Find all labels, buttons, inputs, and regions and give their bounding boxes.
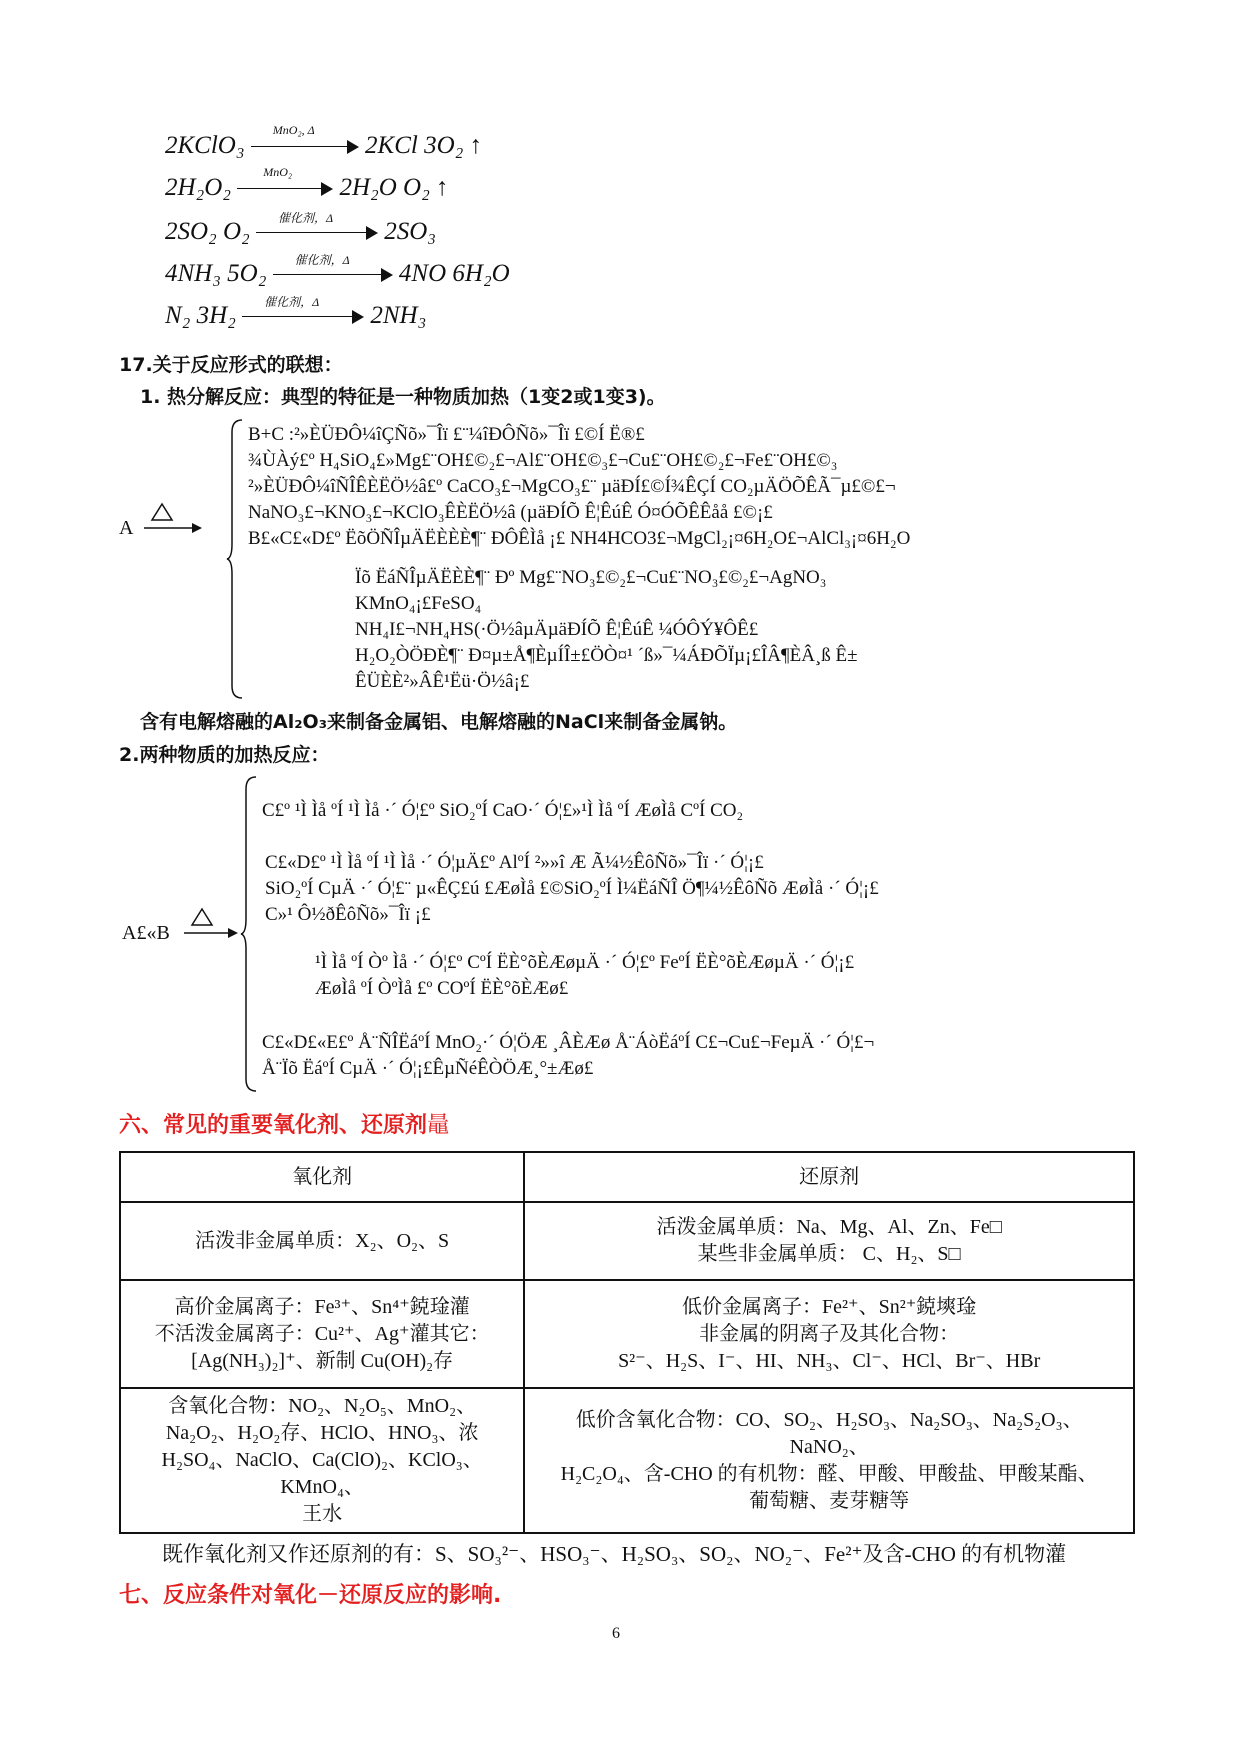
oxidant-reductant-table [119, 1151, 1135, 1534]
thermal-decomposition-heading: 1. 热分解反应：典型的特征是一种物质加热（1变2或1变3)。 [140, 386, 666, 408]
reaction-condition: MnO₂ [263, 165, 293, 180]
reaction-condition: MnO₂, Δ [272, 123, 315, 138]
reductant-cell: 低价含氧化合物：CO、SO₂、H₂SO₃、Na₂SO₃、Na₂S₂O₃、 NaNO₂、 H₂C₂O₄、含-CHO 的有机物：醛、甲酸、甲酸盐、甲酸某酯、 葡萄糖、麦芽糖等 [524, 1388, 1134, 1533]
decomposition-subtext: Ïõ ËáÑÎµÄËÈÈ¶¨ Ðº Mg£¨NO₃£©₂£¬Cu£¨NO₃£©₂£¬AgNO₃ KMnO₄¡£FeSO₄ NH₄I£¬NH₄HS(·Ö½âµÄµäÐÍÕ Ê¦ÊúÊ ¼ÓÔÝ¥ÔÊ£ H₂O₂ÒÖÐÈ¶¨ Ð¤µ±Å¶ÈµÍÎ±£ÖÒ¤¹ ´ß»¯¼ÁÐÕÏµ¡£ÎÂ¶ÈÂ¸ß Ê± ÊÜÈÈ²»ÂÊ¹Ëü·Ö½â¡£ [355, 567, 858, 692]
heating-reaction-c: C£º ¹Ì Ìå ºÍ ¹Ì Ìå ·´ Ó¦£º SiO₂ºÍ CaO·´ Ó¦£»¹Ì Ìå ºÍ ÆøÌå CºÍ CO₂ [262, 800, 744, 821]
reaction-arrow-icon [237, 165, 333, 199]
reactant-a-label: A [119, 517, 134, 539]
left-brace-icon [240, 775, 258, 1093]
section-17-title: 17.关于反应形式的联想： [119, 354, 343, 376]
page-number: 6 [612, 1625, 620, 1642]
equation-rhs: 2SO₃ [384, 218, 436, 245]
left-brace-icon [226, 418, 244, 700]
equation-lhs: 2H₂O₂ [165, 174, 231, 201]
equation-2 [165, 165, 449, 202]
both-oxidant-reductant-note: 既作氧化剂又作还原剂的有：S、SO₃²⁻、HSO₃⁻、H₂SO₃、SO₂、NO₂⁻、Fe²⁺及含-CHO 的有机物灌 [162, 1542, 1067, 1566]
oxidant-cell: 含氧化合物：NO₂、N₂O₅、MnO₂、 Na₂O₂、H₂O₂存、HClO、HNO₃、浓 H₂SO₄、NaClO、Ca(ClO)₂、KClO₃、KMnO₄、 王水 [120, 1388, 524, 1533]
oxidant-cell: 活泼非金属单质：X₂、O₂、S [120, 1202, 524, 1280]
heating-reaction-solid-liquid: ¹Ì Ìå ºÍ Òº Ìå ·´ Ó¦£º CºÍ ËÈ°õÈÆøµÄ ·´ Ó¦£º FeºÍ ËÈ°õÈÆøµÄ ·´ Ó¦¡£ ÆøÌå ºÍ ÒºÌå £º COºÍ ËÈ°õÈÆø£ [315, 952, 855, 999]
equation-lhs: 4NH₃ 5O₂ [165, 260, 267, 287]
electrolysis-note: 含有电解熔融的Al₂O₃来制备金属铝、电解熔融的NaCl来制备金属钠。 [140, 711, 738, 733]
table-row [120, 1388, 1134, 1533]
heating-reaction-cde: C£«D£«E£º Å¨ÑÎËáºÍ MnO₂·´ Ó¦ÖÆ ¸ÂÈÆø Å¨ÁòËáºÍ C£¬Cu£¬FeµÄ ·´ Ó¦£¬ Å¨Ïõ ËáºÍ CµÄ ·´ Ó¦¡£ÊµÑéÊÒÖÆ¸°±Æø£ [262, 1032, 875, 1079]
two-substance-heating-heading: 2.两种物质的加热反应： [119, 744, 330, 766]
equation-3 [165, 211, 436, 246]
equation-rhs: 2KCl 3O₂ ↑ [365, 132, 483, 159]
heat-arrow-icon [140, 502, 204, 538]
reaction-arrow-icon [251, 123, 359, 157]
heat-arrow-icon [180, 907, 240, 943]
heating-reaction-cd: C£«D£º ¹Ì Ìå ºÍ ¹Ì Ìå ·´ Ó¦µÄ£º AlºÍ ²»»î Æ Ã¼½ÊôÑõ»¯Îï ·´ Ó¦¡£ SiO₂ºÍ CµÄ ·´ Ó¦£¨ µ«ÊÇ£ú £ÆøÌå £©SiO₂ºÍ Ì¼ËáÑÎ Ö¶¼½ÊôÑõ ÆøÌå ·´ Ó¦¡£ C»¹ Ô½ðÊôÑõ»¯Îï ¡£ [265, 852, 879, 925]
reactants-ab-label: A£«B [122, 922, 170, 944]
reaction-condition: 催化剂，Δ [264, 295, 320, 310]
section-7-title: 七、反应条件对氧化－还原反应的影响. [119, 1583, 502, 1608]
equation-5 [165, 295, 427, 330]
equation-1 [165, 123, 483, 160]
reaction-arrow-icon [273, 253, 393, 285]
decomposition-text: B+C :²»ÈÜÐÔ¼îÇÑõ»¯Îï £¨¼îÐÔÑõ»¯Îï £©Í Ë®£ ¾ÙÀý£º H₄SiO₄£»Mg£¨OH£©₂£¬Al£¨OH£©₃£¬Cu£¨OH£©₂£¬Fe£¨OH£©₃ ²»ÈÜÐÔ¼îÑÎÊÈËÖ½â£º CaCO₃£¬MgCO₃£¨ µäÐÍ£©Í¾ÊÇÍ CO₂µÄÖÕÊÃ¯µ£©£¬ NaNO₃£¬KNO₃£¬KClO₃ÊÈËÖ½â (µäÐÍÕ Ê¦ÊúÊ Ó¤ÓÕÊÊåå £©¡£ B£«C£«D£º ËõÖÑÎµÄËÈÈÈ¶¨ ÐÔÊÌå ¡£ NH4HCO3£¬MgCl₂¡¤6H₂O£¬AlCl₃¡¤6H₂O [248, 424, 911, 549]
reaction-condition: 催化剂，Δ [278, 211, 334, 226]
equation-lhs: N₂ 3H₂ [165, 302, 236, 329]
oxidant-cell: 高价金属离子：Fe³⁺、Sn⁴⁺鋴琻灌 不活泼金属离子：Cu²⁺、Ag⁺灌其它： [Ag(NH₃)₂]⁺、新制 Cu(OH)₂存 [120, 1280, 524, 1388]
equation-rhs: 4NO 6H₂O [398, 260, 510, 287]
section-6-title: 六、常见的重要氧化剂、还原剂鼂 [119, 1113, 450, 1138]
reaction-arrow-icon [256, 211, 378, 243]
reductant-cell: 活泼金属单质：Na、Mg、Al、Zn、Fe□ 某些非金属单质： C、H₂、S□ [524, 1202, 1134, 1280]
reductant-cell: 低价金属离子：Fe²⁺、Sn²⁺鋴塽琻 非金属的阴离子及其化合物： S²⁻、H₂S、I⁻、HI、NH₃、Cl⁻、HCl、Br⁻、HBr [524, 1280, 1134, 1388]
equation-4 [165, 253, 510, 288]
reaction-arrow-icon [242, 295, 364, 327]
equation-lhs: 2KClO₃ [165, 132, 245, 159]
equation-rhs: 2NH₃ [370, 302, 427, 329]
table-row [120, 1280, 1134, 1388]
table-row [120, 1202, 1134, 1280]
reaction-condition: 催化剂，Δ [294, 253, 350, 268]
oxidant-column-header: 氧化剂 [120, 1152, 524, 1202]
reductant-column-header: 还原剂 [524, 1152, 1134, 1202]
equation-rhs: 2H₂O O₂ ↑ [339, 174, 449, 201]
equation-lhs: 2SO₂ O₂ [165, 218, 250, 245]
